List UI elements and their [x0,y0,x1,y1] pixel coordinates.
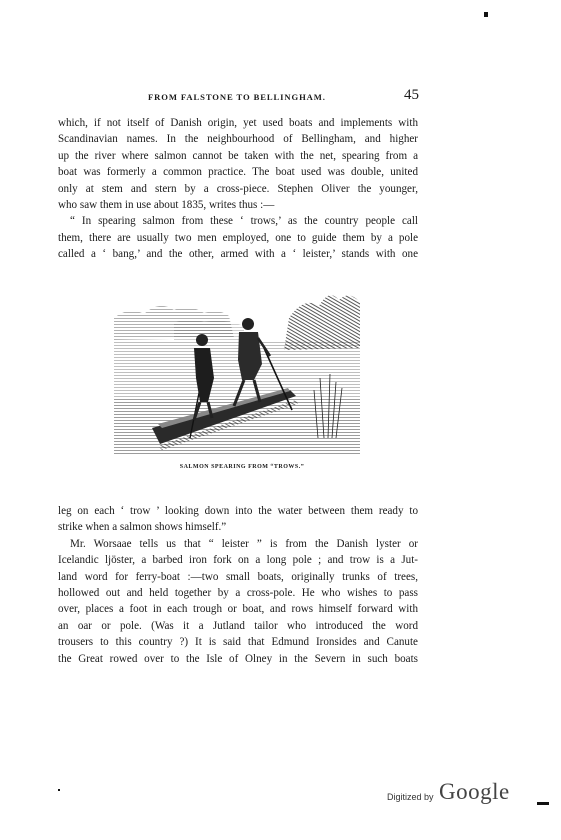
text-line: up the river where salmon cannot be taken with the net, spearing from a [58,149,418,162]
text-line: Scandinavian names. In the neighbourhood of Bellingham, and higher [58,133,418,146]
text-line: called a ‘ bang,’ and the other, armed with a ‘ leister,’ stands with one [58,248,418,261]
text-line: them, there are usually two men employed, one to guide them by a pole [58,231,418,244]
text-line: Mr. Worsaae tells us that “ leister ” is from the Danish lyster or [70,537,418,550]
text-line: hollowed out and held together by a cross-pole. He who wishes to pass [58,587,418,600]
text-line: “ In spearing salmon from these ‘ trows,’ as the country people call [70,215,418,228]
paragraph-1 [58,115,418,263]
figure-caption: SALMON SPEARING FROM “TROWS.” [179,464,305,470]
text-line: strike when a salmon shows himself.” [58,521,227,534]
text-line: who saw them in use about 1835, writes thus :— [58,199,275,212]
text-line: over, places a foot in each trough or boat, and rows himself forward with [58,603,418,616]
text-line: leg on each ‘ trow ’ looking down into the water between them ready to [58,505,418,517]
text-line: an oar or pole. (Was it a Jutland tailor who introduced the word [58,619,418,632]
watermark-brand: Google [439,779,510,804]
text-line: trousers to this country ?) It is said that Edmund Ironsides and Canute [58,636,418,649]
text-line: the Great rowed over to the Isle of Olney in the Severn in such boats [58,652,418,665]
text-line: only at stem and stern by a cross-piece. Stephen Oliver the younger, [58,182,418,195]
watermark-prefix: Digitized by [387,792,434,802]
text-line: which, if not itself of Danish origin, yet used boats and implements with [58,117,418,129]
scan-speck [58,789,60,791]
running-title: FROM FALSTONE TO BELLINGHAM. [148,92,326,102]
text-line: boat was formerly a common practice. The boat used was double, united [58,166,418,179]
running-header [56,87,419,106]
text-line: Icelandic ljöster, a barbed iron fork on a long pole ; and trow is a Jut- [58,554,418,567]
page-number: 45 [404,87,419,103]
salmon-spearing-engraving [114,278,360,454]
scan-speck [537,802,549,805]
digitization-watermark [387,779,527,812]
paragraph-2 [58,503,418,667]
scan-speck [484,12,488,17]
text-line: land word for ferry-boat :—two small boats, originally trunks of trees, [58,570,418,583]
